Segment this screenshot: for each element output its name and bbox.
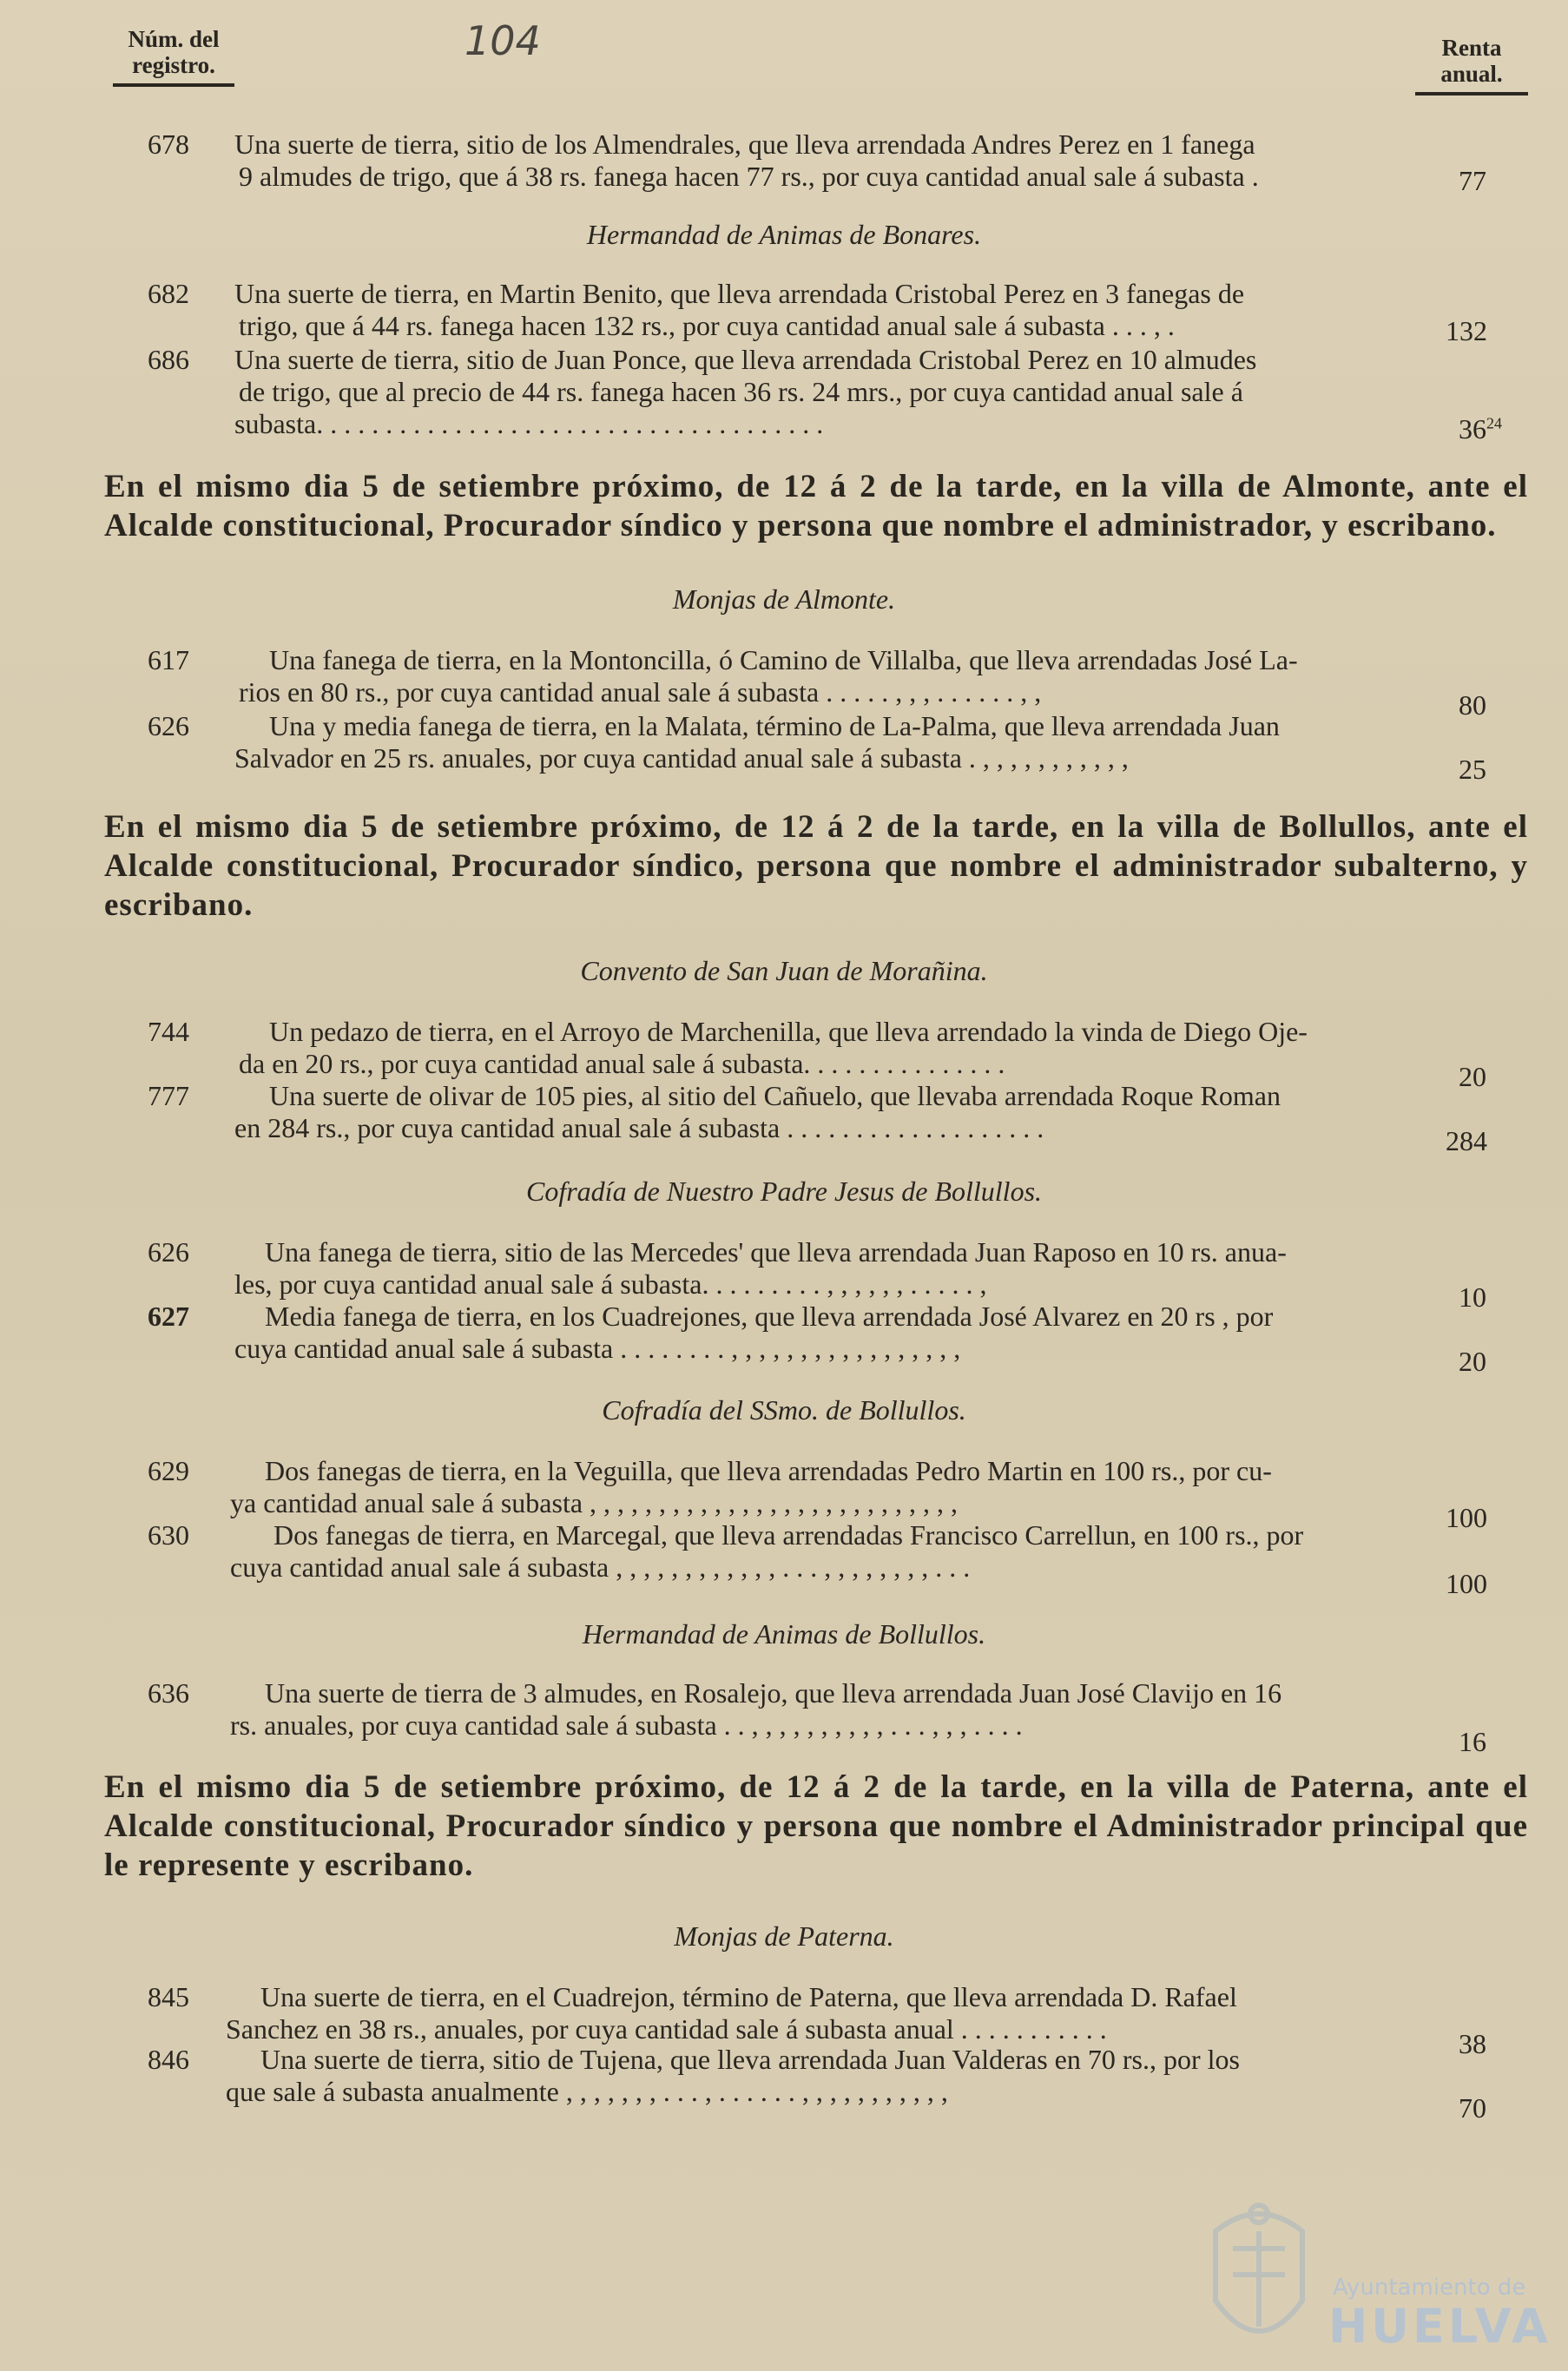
entry-text-line1: Un pedazo de tierra, en el Arroyo de Marchenilla, que lleva arrendado la vinda de Diego Oje- bbox=[269, 1016, 1308, 1047]
entry-rent: 20 bbox=[1459, 1346, 1486, 1377]
entry-number: 626 bbox=[148, 710, 189, 741]
entry-text-line2: cuya cantidad anual sale á subasta , , , , , , , , , , , , . . . , , , , , , , , . . . bbox=[230, 1551, 971, 1583]
entry-rent: 25 bbox=[1459, 754, 1486, 785]
entry-text-line1: Media fanega de tierra, en los Cuadrejones, que lleva arrendada José Alvarez en 20 rs , por bbox=[265, 1301, 1274, 1332]
header-rule-left bbox=[113, 83, 234, 87]
entry-number: 846 bbox=[148, 2044, 189, 2075]
entry-text-line2: ya cantidad anual sale á subasta , , , , , , , , , , , , , , , , , , , , , , , , , , , bbox=[230, 1487, 959, 1518]
entry-number: 630 bbox=[148, 1519, 189, 1551]
section-heading: Monjas de Almonte. bbox=[672, 583, 896, 615]
auction-paragraph: En el mismo dia 5 de setiembre próximo, de 12 á 2 de la tarde, en la villa de Paterna, ante el Alcalde constitucional, Procurador síndico y persona que nombre el Administrador principal que le represente y escribano. bbox=[104, 1769, 1528, 1883]
entry-number: 777 bbox=[148, 1080, 189, 1111]
entry-number: 626 bbox=[148, 1236, 189, 1268]
entry-number: 617 bbox=[148, 644, 189, 675]
entry-text-line2: que sale á subasta anualmente , , , , , , , . . . , . . . . . . , , , , , , , , , , , bbox=[226, 2076, 948, 2107]
entry-text-line2: de trigo, que al precio de 44 rs. fanega hacen 36 rs. 24 mrs., por cuya cantidad anual sale á bbox=[239, 376, 1243, 407]
annual-rent-header bbox=[1415, 35, 1528, 95]
entry-rent: 38 bbox=[1459, 2028, 1486, 2059]
entry-number: 744 bbox=[148, 1016, 189, 1047]
entry-text-line3: subasta. . . . . . . . . . . . . . . . . . . . . . . . . . . . . . . . . . . . . bbox=[234, 408, 824, 439]
entry-text-line2: trigo, que á 44 rs. fanega hacen 132 rs., por cuya cantidad anual sale á subasta . . . , . bbox=[239, 310, 1175, 341]
entry-text-line2: cuya cantidad anual sale á subasta . . . . . . . . , , , , , , , , , , , , , , , , , bbox=[234, 1333, 961, 1364]
entry-rent: 20 bbox=[1459, 1061, 1486, 1092]
entry-rent: 100 bbox=[1446, 1502, 1487, 1533]
entry-text-line1: Una suerte de tierra, sitio de Juan Ponce, que lleva arrendada Cristobal Perez en 10 almudes bbox=[234, 344, 1257, 375]
entry-text-line2: en 284 rs., por cuya cantidad anual sale á subasta . . . . . . . . . . . . . . . . . . . bbox=[234, 1112, 1044, 1143]
section-heading: Convento de San Juan de Morañina. bbox=[580, 955, 988, 986]
watermark-line2: HUELVA bbox=[1328, 2299, 1552, 2354]
entry-text-line1: Una y media fanega de tierra, en la Malata, término de La-Palma, que lleva arrendada Juan bbox=[269, 710, 1280, 741]
entry-rent bbox=[1459, 413, 1528, 445]
header-rule-right bbox=[1415, 92, 1528, 95]
entry-rent: 284 bbox=[1446, 1125, 1487, 1156]
entry-rent: 132 bbox=[1446, 315, 1487, 346]
entry-number: 686 bbox=[148, 344, 189, 375]
entry-text-line2: Sanchez en 38 rs., anuales, por cuya cantidad sale á subasta anual . . . . . . . . . . . bbox=[226, 2013, 1107, 2045]
register-entry bbox=[148, 128, 1502, 193]
entry-number: 627 bbox=[148, 1301, 189, 1332]
entry-text-line1: Dos fanegas de tierra, en la Veguilla, que lleva arrendadas Pedro Martin en 100 rs., por cu- bbox=[265, 1455, 1272, 1486]
entry-text-line2: les, por cuya cantidad anual sale á subasta. . . . . . . . . , , , , , , . . . . . , bbox=[234, 1268, 987, 1300]
entry-rent: 77 bbox=[1459, 165, 1486, 196]
entry-text-line2: 9 almudes de trigo, que á 38 rs. fanega hacen 77 rs., por cuya cantidad anual sale á subasta . bbox=[239, 161, 1259, 192]
entry-text-line1: Una suerte de olivar de 105 pies, al sitio del Cañuelo, que llevaba arrendada Roque Roman bbox=[269, 1080, 1281, 1111]
section-heading: Hermandad de Animas de Bollullos. bbox=[582, 1618, 986, 1650]
rent-fraction: 24 bbox=[1486, 414, 1502, 432]
entry-rent: 10 bbox=[1459, 1281, 1486, 1313]
entry-text-line1: Una suerte de tierra de 3 almudes, en Rosalejo, que lleva arrendada Juan José Clavijo en 16 bbox=[265, 1677, 1282, 1709]
watermark-line1: Ayuntamiento de bbox=[1333, 2275, 1526, 2301]
auction-paragraph: En el mismo dia 5 de setiembre próximo, de 12 á 2 de la tarde, en la villa de Bollullos, ante el Alcalde constitucional, Procurador síndico, persona que nombre el administrador subalterno, y escribano. bbox=[104, 809, 1528, 923]
entry-text-line1: Una suerte de tierra, sitio de los Almendrales, que lleva arrendada Andres Perez en 1 fanega bbox=[234, 128, 1255, 160]
entry-rent: 80 bbox=[1459, 689, 1486, 721]
register-number-header bbox=[113, 26, 234, 87]
entry-rent: 16 bbox=[1459, 1726, 1486, 1757]
register-number-label: Núm. del registro. bbox=[128, 26, 220, 78]
entry-rent: 100 bbox=[1446, 1568, 1487, 1599]
entry-text-line2: da en 20 rs., por cuya cantidad anual sale á subasta. . . . . . . . . . . . . . . bbox=[239, 1048, 1005, 1079]
entry-text-line1: Una suerte de tierra, en Martin Benito, que lleva arrendada Cristobal Perez en 3 fanegas de bbox=[234, 278, 1245, 309]
entry-number: 678 bbox=[148, 128, 189, 160]
section-heading: Cofradía de Nuestro Padre Jesus de Bollullos. bbox=[525, 1176, 1043, 1207]
auction-paragraph: En el mismo dia 5 de setiembre próximo, de 12 á 2 de la tarde, en la villa de Almonte, ante el Alcalde constitucional, Procurador síndico y persona que nombre el administrador, y escribano. bbox=[104, 469, 1528, 543]
entry-number: 629 bbox=[148, 1455, 189, 1486]
section-heading: Cofradía del SSmo. de Bollullos. bbox=[602, 1394, 966, 1426]
entry-text-line2: rios en 80 rs., por cuya cantidad anual sale á subasta . . . . . , , , . . . . . . , , bbox=[239, 676, 1042, 708]
section-heading: Hermandad de Animas de Bonares. bbox=[586, 219, 982, 250]
page-number: 104 bbox=[464, 17, 541, 64]
entry-rent: 70 bbox=[1459, 2092, 1486, 2124]
entry-text-line1: Una fanega de tierra, sitio de las Mercedes' que lleva arrendada Juan Raposo en 10 rs. anua- bbox=[265, 1236, 1287, 1268]
entry-number: 845 bbox=[148, 1981, 189, 2012]
entry-text-line1: Una fanega de tierra, en la Montoncilla, ó Camino de Villalba, que lleva arrendadas José La- bbox=[269, 644, 1298, 675]
entry-text-line1: Dos fanegas de tierra, en Marcegal, que lleva arrendadas Francisco Carrellun, en 100 rs., por bbox=[273, 1519, 1304, 1551]
annual-rent-label: Renta anual. bbox=[1440, 35, 1503, 87]
section-heading: Monjas de Paterna. bbox=[674, 1920, 894, 1952]
entry-text-line2: Salvador en 25 rs. anuales, por cuya cantidad anual sale á subasta . , , , , , , , , , , , bbox=[234, 742, 1129, 774]
entry-text-line1: Una suerte de tierra, sitio de Tujena, que lleva arrendada Juan Valderas en 70 rs., por los bbox=[260, 2044, 1240, 2075]
entry-text-line2: rs. anuales, por cuya cantidad sale á subasta . . , , , , , , , , , , . . . , , , . . . . bbox=[230, 1709, 1023, 1741]
entry-number: 682 bbox=[148, 278, 189, 309]
rent-value: 36 bbox=[1459, 413, 1486, 445]
entry-number: 636 bbox=[148, 1677, 189, 1709]
entry-text-line1: Una suerte de tierra, en el Cuadrejon, término de Paterna, que lleva arrendada D. Rafael bbox=[260, 1981, 1237, 2012]
